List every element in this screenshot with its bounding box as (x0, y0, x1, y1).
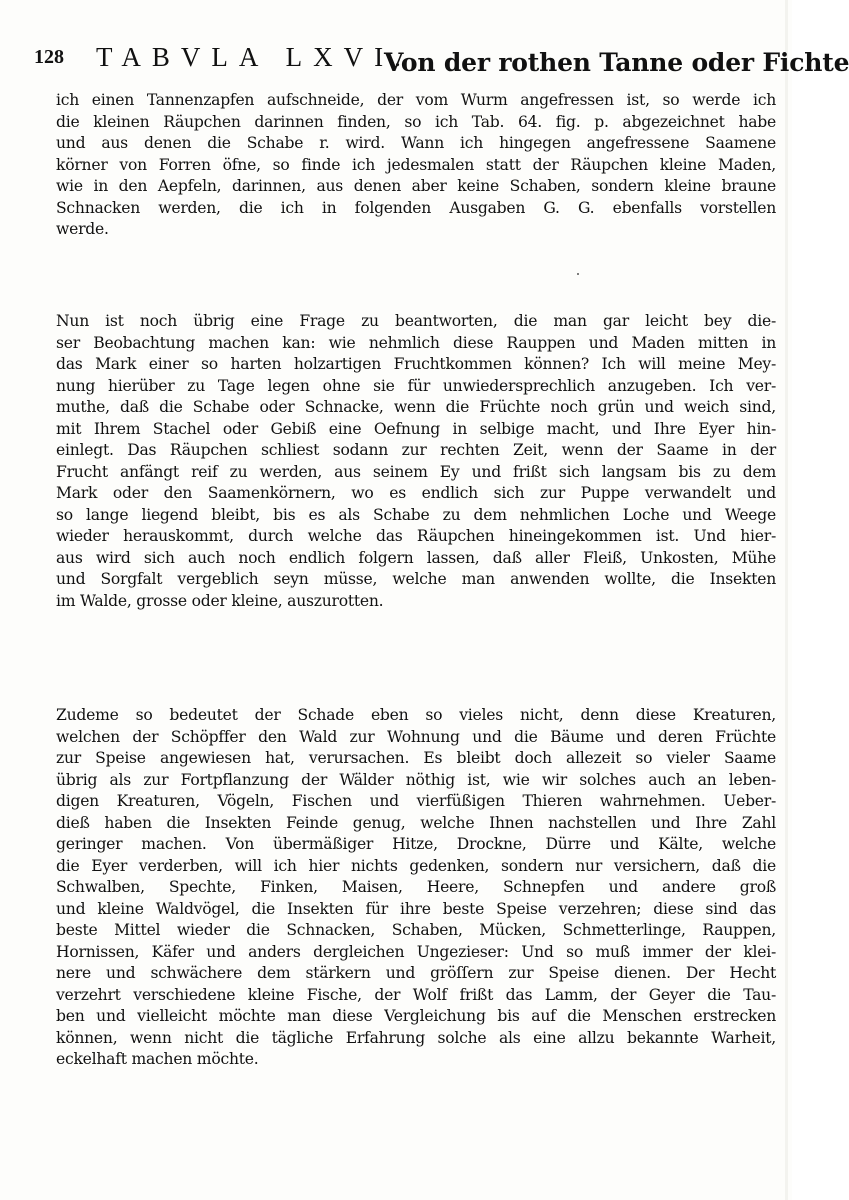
text-line: digen Kreaturen, Vögeln, Fischen und vierfüßigen Thieren wahrnehmen. Ueber- (56, 792, 776, 810)
text-line: aus wird sich auch noch endlich folgern lassen, daß aller Fleiß, Unkosten, Mühe (56, 548, 776, 567)
text-line: Schwalben, Spechte, Finken, Maisen, Heere, Schnepfen und andere groß (56, 878, 776, 896)
text-line: muthe, daß die Schabe oder Schnacke, wenn die Früchte noch grün und weich sind, (56, 398, 776, 416)
text-line: beste Mittel wieder die Schnacken, Schaben, Mücken, Schmetterlinge, Rauppen, (56, 921, 776, 939)
text-line: zur Speise angewiesen hat, verursachen. Es bleibt doch allezeit so vieler Saame (56, 749, 776, 767)
text-line: Zudeme so bedeutet der Schade eben so vieles nicht, denn diese Kreaturen, (56, 706, 776, 724)
text-line: Frucht anfängt reif zu werden, aus seinem Ey und frißt sich langsam bis zu dem (56, 462, 776, 481)
text-line: körner von Forren öfne, so finde ich jedesmalen statt der Räupchen kleine Maden, (56, 155, 776, 174)
text-line: Mark oder den Saamenkörnern, wo es endlich sich zur Puppe verwandelt und (56, 484, 776, 502)
running-title: Von der rothen Tanne oder Fichte (384, 48, 849, 77)
text-line: wie in den Aepfeln, darinnen, aus denen aber keine Schaben, sondern kleine braune (56, 177, 776, 195)
paragraph-1 (56, 90, 776, 241)
text-line: mit Ihrem Stachel oder Gebiß eine Oefnung in selbige macht, und Ihre Eyer hin- (56, 419, 776, 438)
text-line: Schnacken werden, die ich in folgenden Ausgaben G. G. ebenfalls vorstellen (56, 198, 776, 217)
text-line: die Eyer verderben, will ich hier nichts gedenken, sondern nur versichern, daß die (56, 856, 776, 875)
plate-reference: TABVLA LXVI. (96, 42, 412, 72)
paragraph-2 (56, 311, 776, 612)
text-line: dieß haben die Insekten Feinde genug, welche Ihnen nachstellen und Ihre Zahl (56, 813, 776, 832)
text-line: das Mark einer so harten holzartigen Fruchtkommen können? Ich will meine Mey- (56, 355, 776, 373)
text-line: nung hierüber zu Tage legen ohne sie für unwiedersprechlich anzugeben. Ich ver- (56, 376, 776, 395)
text-line: die kleinen Räupchen darinnen finden, so ich Tab. 64. fig. p. abgezeichnet habe (56, 112, 776, 131)
text-line: ich einen Tannenzapfen aufschneide, der vom Wurm angefressen ist, so werde ich (56, 91, 776, 109)
text-line: eckelhaft machen möchte. (56, 1050, 259, 1068)
text-line: verzehrt verschiedene kleine Fische, der Wolf frißt das Lamm, der Geyer die Tau- (56, 985, 776, 1004)
text-line: und aus denen die Schabe r. wird. Wann ich hingegen angefressene Saamene (56, 134, 776, 152)
text-line: übrig als zur Fortpflanzung der Wälder nöthig ist, wie wir solches auch an leben- (56, 770, 776, 789)
text-line: ben und vielleicht möchte man diese Vergleichung bis auf die Menschen erstrecken (56, 1007, 776, 1025)
text-line: und kleine Waldvögel, die Insekten für ihre beste Speise verzehren; diese sind das (56, 899, 776, 918)
text-line: Nun ist noch übrig eine Frage zu beantworten, die man gar leicht bey die- (56, 312, 776, 330)
paragraph-3 (56, 705, 776, 1071)
text-line: einlegt. Das Räupchen schliest sodann zur rechten Zeit, wenn der Saame in der (56, 441, 776, 459)
page-edge-shadow (785, 0, 788, 1200)
text-line: können, wenn nicht die tägliche Erfahrung solche als eine allzu bekannte Warheit, (56, 1028, 776, 1047)
running-head (34, 40, 849, 84)
ink-speck (577, 273, 579, 275)
text-line: welchen der Schöpffer den Wald zur Wohnung und die Bäume und deren Früchte (56, 727, 776, 746)
page-number: 128 (34, 46, 64, 68)
text-line: im Walde, grosse oder kleine, auszurotten. (56, 591, 384, 610)
text-line: ser Beobachtung machen kan: wie nehmlich diese Rauppen und Maden mitten in (56, 333, 776, 352)
text-line: so lange liegend bleibt, bis es als Schabe zu dem nehmlichen Loche und Weege (56, 505, 776, 524)
text-line: werde. (56, 220, 109, 238)
text-line: geringer machen. Von übermäßiger Hitze, Drockne, Dürre und Kälte, welche (56, 835, 776, 853)
text-line: Hornissen, Käfer und anders dergleichen Ungezieser: Und so muß immer der klei- (56, 942, 776, 961)
text-line: und Sorgfalt vergeblich seyn müsse, welche man anwenden wollte, die Insekten (56, 570, 776, 588)
text-line: nere und schwächere dem stärkern und gröſſern zur Speise dienen. Der Hecht (56, 964, 776, 982)
text-line: wieder herauskommt, durch welche das Räupchen hineingekommen ist. Und hier- (56, 527, 776, 545)
